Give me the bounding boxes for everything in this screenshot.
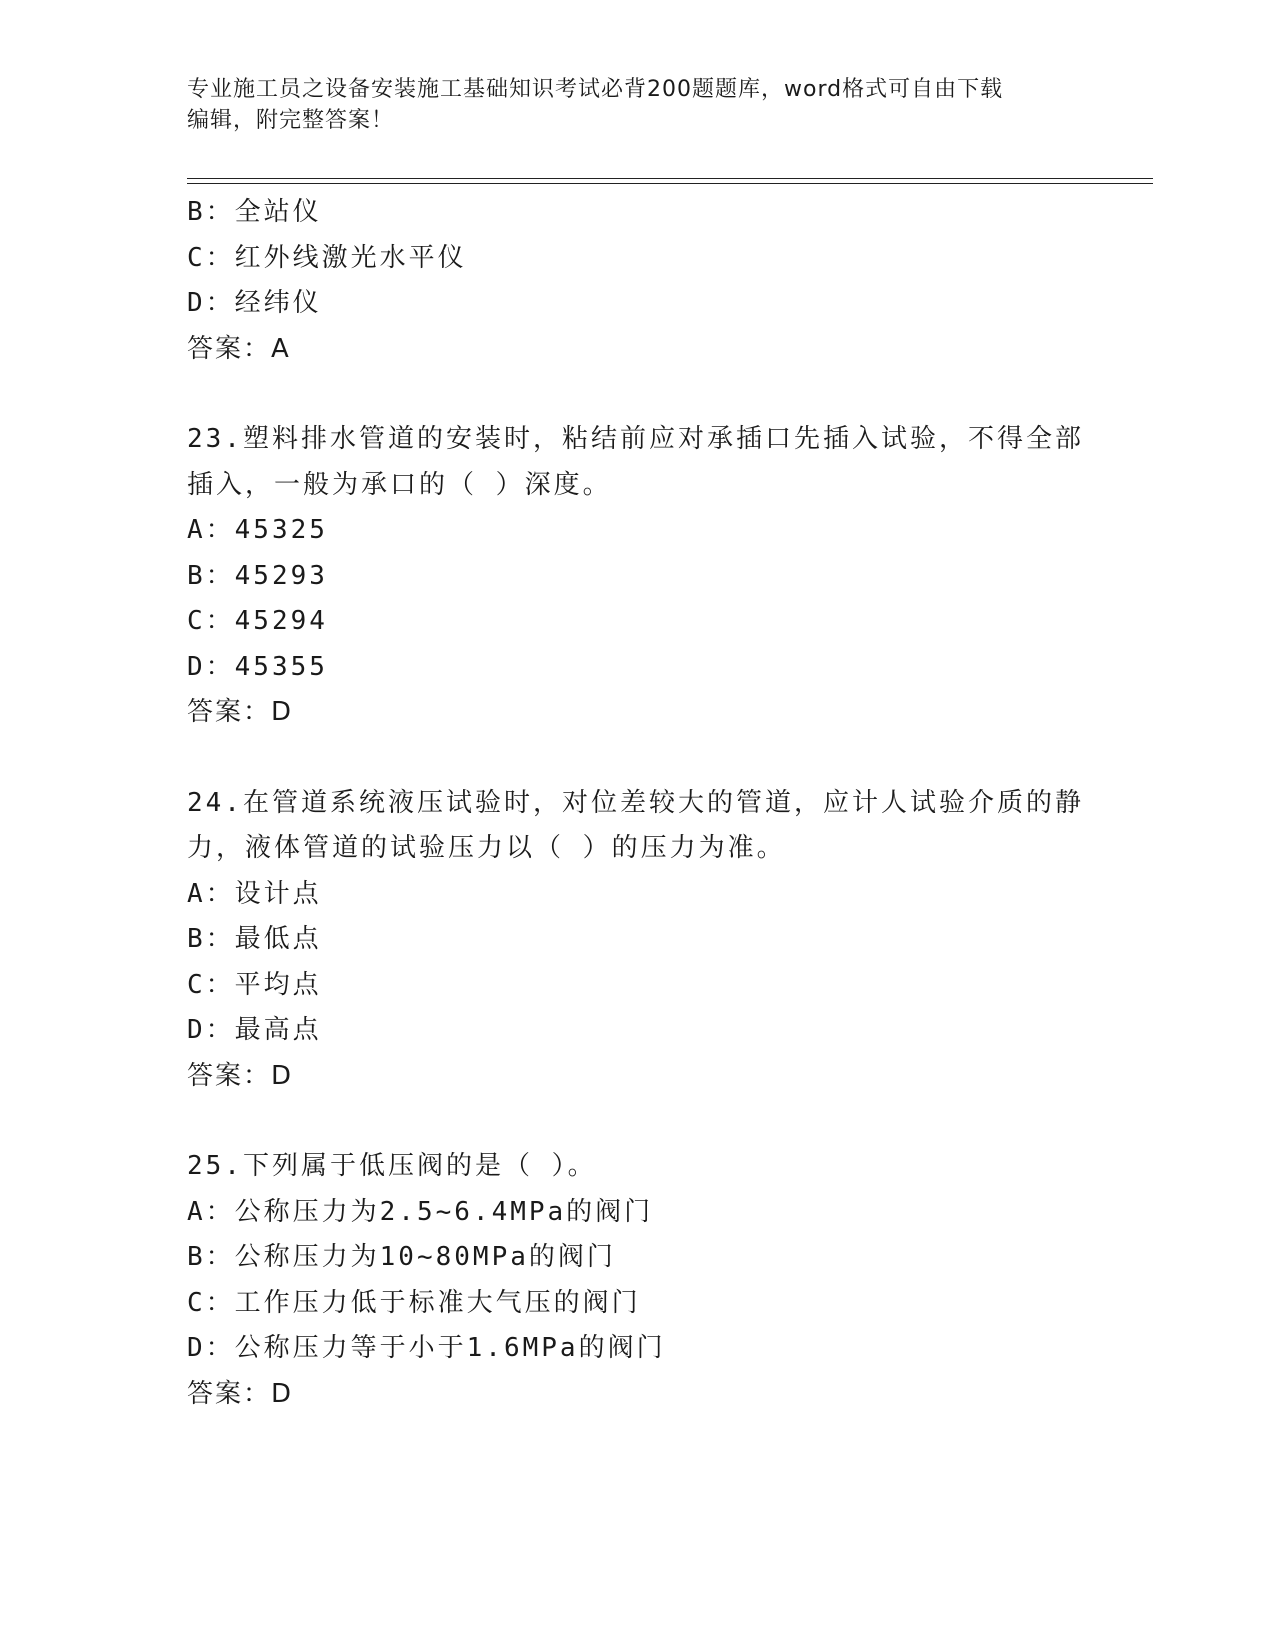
option-b: B：全站仪 [187, 197, 322, 227]
header-title-line2: 编辑，附完整答案！ [187, 108, 395, 133]
answer-text: 答案：A [187, 333, 291, 364]
question-list [187, 190, 1087, 1417]
option-d: D：45355 [187, 651, 328, 682]
option-c: C：平均点 [187, 969, 322, 1000]
answer-text: 答案：D [187, 697, 294, 727]
question-text-line1: 24.在管道系统液压试验时，对位差较大的管道，应计人试验介质的静 [187, 787, 1084, 818]
option-c: C：红外线激光水平仪 [187, 242, 467, 273]
option-a: A：设计点 [187, 878, 322, 909]
header-title-line1: 专业施工员之设备安装施工基础知识考试必背200题题库，word格式可自由下载 [187, 77, 1004, 102]
option-b: B：最低点 [187, 924, 322, 954]
option-d: D：公称压力等于小于1.6MPa的阀门 [187, 1333, 666, 1363]
header-divider-bottom [187, 183, 1153, 184]
question-22 [187, 190, 1087, 372]
question-24 [187, 781, 1087, 1100]
document-header [187, 74, 1087, 136]
question-text-line2: 力，液体管道的试验压力以（ ）的压力为准。 [187, 833, 786, 863]
option-b: B：公称压力为10~80MPa的阀门 [187, 1242, 616, 1272]
option-c: C：工作压力低于标准大气压的阀门 [187, 1287, 641, 1318]
option-a: A：45325 [187, 515, 328, 545]
option-d: D：最高点 [187, 1015, 322, 1045]
answer-text: 答案：D [187, 1060, 294, 1091]
option-a: A：公称压力为2.5~6.4MPa的阀门 [187, 1196, 654, 1227]
question-text-line2: 插入，一般为承口的（ ）深度。 [187, 469, 612, 500]
option-b: B：45293 [187, 560, 328, 591]
question-25 [187, 1144, 1087, 1417]
option-d: D：经纬仪 [187, 288, 322, 318]
spacer [187, 372, 1087, 417]
question-text-line1: 25.下列属于低压阀的是（ ）。 [187, 1151, 597, 1181]
question-23 [187, 417, 1087, 736]
header-divider-top [187, 178, 1153, 179]
option-c: C：45294 [187, 606, 328, 636]
spacer [187, 736, 1087, 781]
question-text-line1: 23.塑料排水管道的安装时，粘结前应对承插口先插入试验，不得全部 [187, 424, 1084, 454]
spacer [187, 1099, 1087, 1144]
answer-text: 答案：D [187, 1378, 294, 1409]
